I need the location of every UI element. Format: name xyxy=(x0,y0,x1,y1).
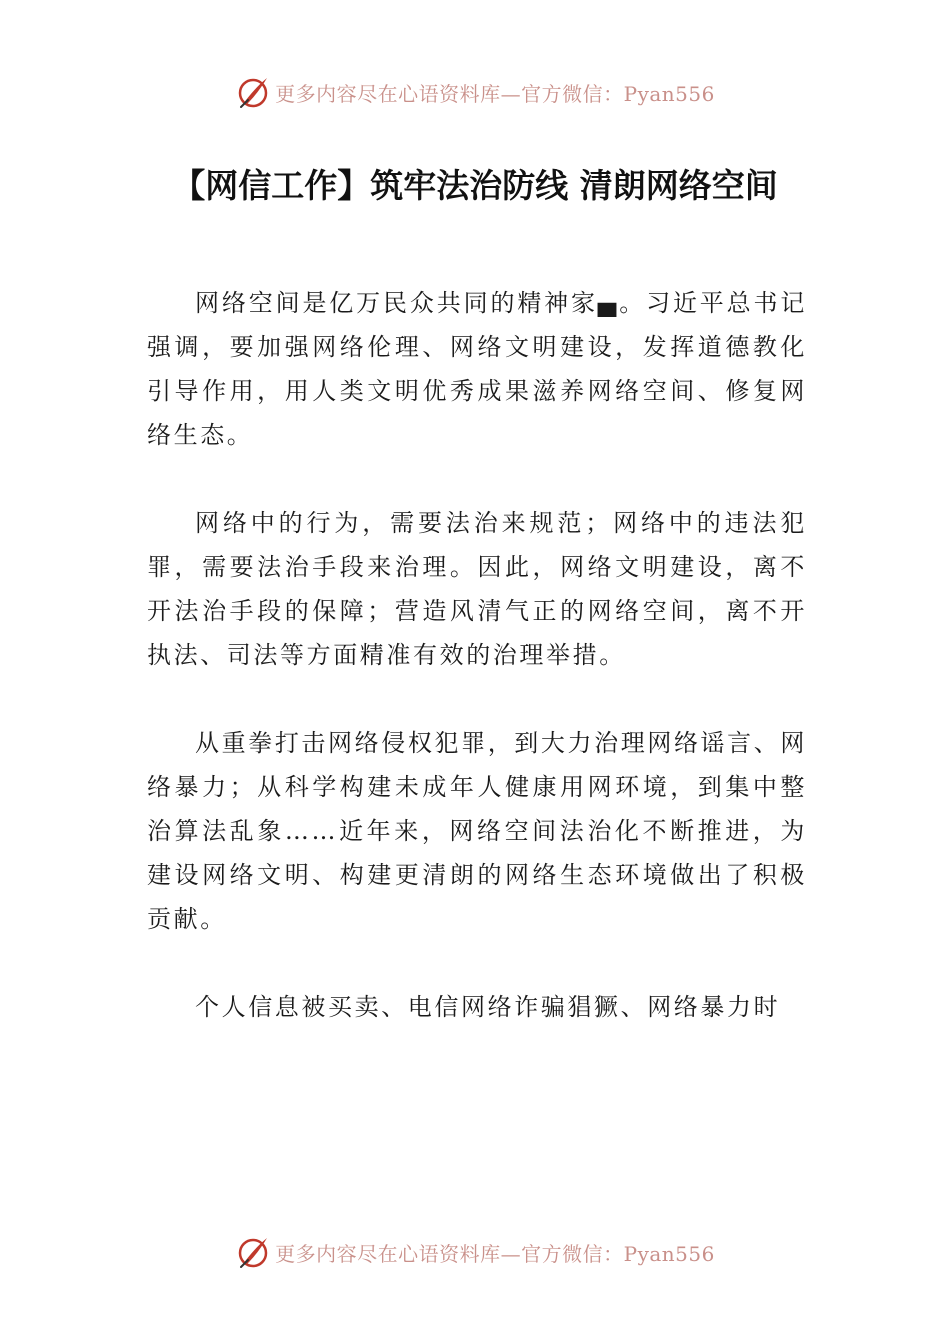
paragraph-1: 网络空间是亿万民众共同的精神家▄。习近平总书记强调，要加强网络伦理、网络文明建设，发挥道德教化引导作用，用人类文明优秀成果滋养网络空间、修复网络生态。 xyxy=(147,289,807,449)
quill-logo-icon xyxy=(235,74,271,110)
article-body xyxy=(147,281,807,1073)
paragraph-3: 从重拳打击网络侵权犯罪，到大力治理网络谣言、网络暴力；从科学构建未成年人健康用网环境，到集中整治算法乱象……近年来，网络空间法治化不断推进，为建设网络文明、构建更清朗的网络生态环境做出了积极贡献。 xyxy=(147,729,807,933)
footer-banner xyxy=(0,1232,950,1272)
paragraph-2: 网络中的行为，需要法治来规范；网络中的违法犯罪，需要法治手段来治理。因此，网络文明建设，离不开法治手段的保障；营造风清气正的网络空间，离不开执法、司法等方面精准有效的治理举措。 xyxy=(147,509,807,669)
paragraph-4: 个人信息被买卖、电信网络诈骗猖獗、网络暴力时 xyxy=(195,993,781,1021)
header-banner-text: 更多内容尽在心语资料库—官方微信：Pyan556 xyxy=(275,81,715,106)
page-title: 【网信工作】筑牢法治防线 清朗网络空间 xyxy=(172,166,778,205)
quill-logo-icon xyxy=(235,1234,271,1270)
header-banner xyxy=(0,72,950,112)
footer-banner-text: 更多内容尽在心语资料库—官方微信：Pyan556 xyxy=(275,1241,715,1266)
